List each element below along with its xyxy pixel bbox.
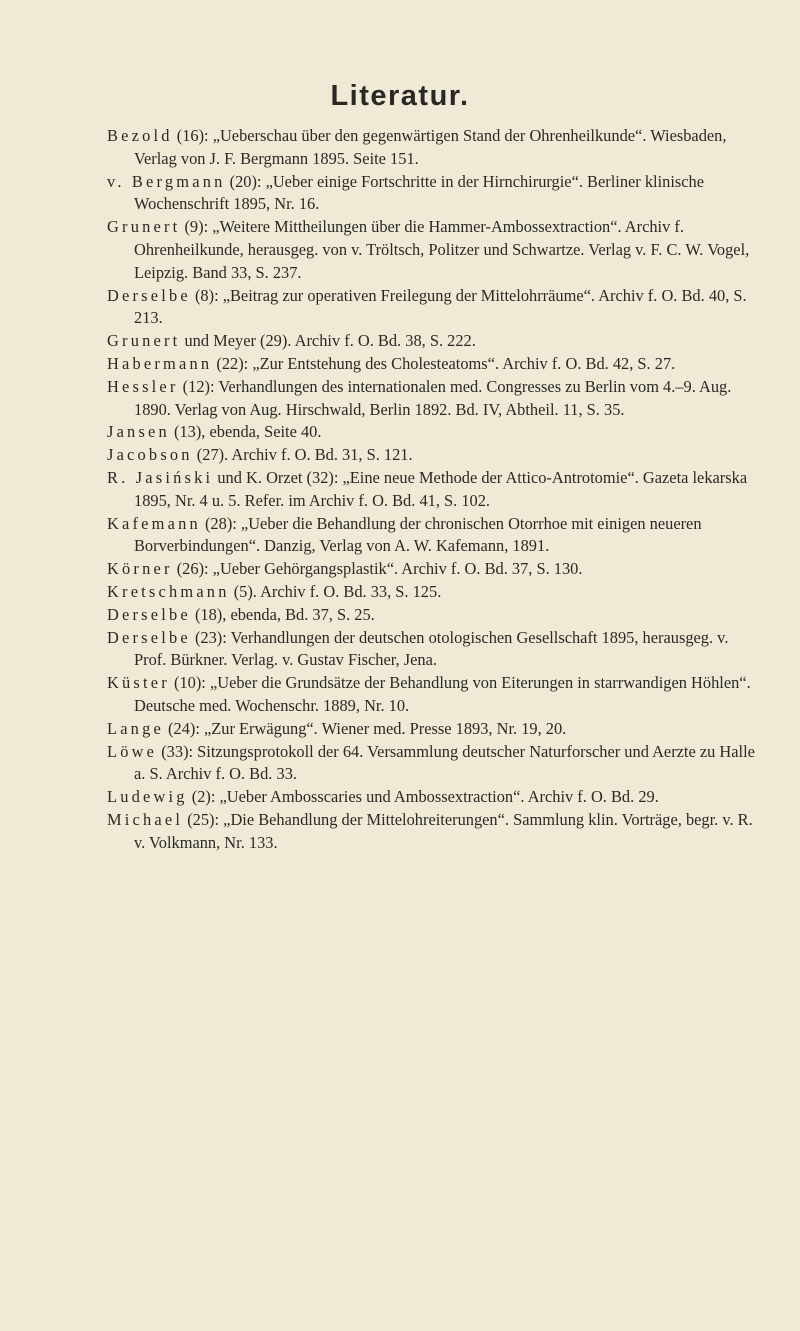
reference-entry	[107, 330, 762, 353]
reference-entry	[107, 216, 762, 284]
reference-author: Bezold	[107, 126, 173, 145]
reference-entry	[107, 421, 762, 444]
reference-text: und Meyer (29). Archiv f. O. Bd. 38, S. 222.	[180, 331, 476, 351]
reference-entry	[107, 125, 762, 171]
reference-text: (18), ebenda, Bd. 37, S. 25.	[190, 604, 375, 624]
reference-author: Ludewig	[107, 787, 188, 807]
reference-entry	[107, 467, 762, 513]
reference-entry	[107, 627, 762, 673]
reference-text: (22): „Zur Entstehung des Cholesteatoms“. Archiv f. O. Bd. 42, S. 27.	[212, 353, 676, 373]
reference-author: Jansen	[107, 422, 170, 442]
reference-entry	[107, 558, 762, 581]
reference-entry	[107, 171, 762, 217]
reference-author: Löwe	[107, 741, 158, 761]
reference-entry	[107, 444, 762, 467]
reference-author: Küster	[107, 673, 170, 693]
page-title: Literatur.	[330, 80, 470, 112]
reference-text: (23): Verhandlungen der deutschen otologischen Gesellschaft 1895, herausgeg. v. Prof. Bürkner. Verlag. v. Gustav Fischer, Jena.	[134, 627, 729, 670]
reference-text: (20): „Ueber einige Fortschritte in der Hirnchirurgie“. Berliner klinische Wochenschrift 1895, Nr. 16.	[134, 171, 705, 214]
reference-author: Derselbe	[107, 604, 191, 624]
reference-text: (2): „Ueber Ambosscaries und Ambossextraction“. Archiv f. O. Bd. 29.	[187, 787, 659, 807]
reference-text: (24): „Zur Erwägung“. Wiener med. Presse 1893, Nr. 19, 20.	[163, 718, 567, 738]
reference-text: (16): „Ueberschau über den gegenwärtigen Stand der Ohrenheilkunde“. Wiesbaden, Verlag von J. F. Bergmann 1895. Seite 151.	[134, 126, 727, 168]
reference-entry	[107, 581, 762, 604]
reference-text: (13), ebenda, Seite 40.	[169, 422, 322, 442]
reference-text: (5). Archiv f. O. Bd. 33, S. 125.	[229, 581, 442, 601]
reference-author: Lange	[107, 718, 164, 738]
reference-author: Jacobson	[107, 445, 193, 465]
reference-text: (28): „Ueber die Behandlung der chronischen Otorrhoe mit einigen neueren Borverbindungen“. Danzig, Verlag von A. W. Kafemann, 1891.	[134, 513, 702, 556]
reference-author: Grunert	[107, 217, 181, 237]
reference-entry	[107, 513, 762, 559]
reference-author: R. Jasiński	[107, 467, 214, 487]
reference-text: (10): „Ueber die Grundsätze der Behandlung von Eiterungen in starrwandigen Höhlen“. Deutsche med. Wochenschr. 1889, Nr. 10.	[134, 673, 751, 715]
reference-text: und K. Orzet (32): „Eine neue Methode der Attico-Antrotomie“. Gazeta lekarska 1895, Nr. 4 u. 5. Refer. im Archiv f. O. Bd. 41, S. 102.	[134, 467, 748, 510]
reference-text: (25): „Die Behandlung der Mittelohreiterungen“. Sammlung klin. Vorträge, begr. v. R. v. Volkmann, Nr. 133.	[134, 809, 753, 852]
reference-entry	[107, 718, 762, 741]
reference-author: Körner	[107, 559, 173, 579]
reference-text: (27). Archiv f. O. Bd. 31, S. 121.	[192, 445, 413, 465]
reference-list	[107, 125, 762, 855]
reference-entry	[107, 672, 762, 718]
reference-entry	[107, 285, 762, 331]
reference-text: (12): Verhandlungen des internationalen med. Congresses zu Berlin vom 4.–9. Aug. 1890. Verlag von Aug. Hirschwald, Berlin 1892. Bd. IV, Abtheil. 11, S. 35.	[134, 376, 732, 419]
reference-author: Derselbe	[107, 627, 191, 647]
reference-author: v. Bergmann	[107, 171, 226, 191]
reference-entry	[107, 353, 762, 376]
reference-author: Michael	[107, 809, 184, 829]
reference-entry	[107, 741, 762, 787]
reference-author: Grunert	[107, 331, 181, 351]
reference-text: (26): „Ueber Gehörgangsplastik“. Archiv f. O. Bd. 37, S. 130.	[172, 559, 583, 579]
reference-entry	[107, 809, 762, 855]
reference-author: Derselbe	[107, 285, 191, 305]
reference-author: Kretschmann	[107, 581, 230, 601]
reference-author: Habermann	[107, 353, 213, 373]
reference-text: (8): „Beitrag zur operativen Freilegung der Mittelohrräume“. Archiv f. O. Bd. 40, S. 213.	[134, 285, 747, 328]
reference-author: Hessler	[107, 376, 179, 396]
reference-entry	[107, 604, 762, 627]
reference-text: (33): Sitzungsprotokoll der 64. Versammlung deutscher Naturforscher und Aerzte zu Halle a. S. Archiv f. O. Bd. 33.	[134, 741, 755, 784]
reference-author: Kafemann	[107, 513, 201, 533]
reference-entry	[107, 786, 762, 809]
reference-text: (9): „Weitere Mittheilungen über die Hammer-Ambossextraction“. Archiv f. Ohrenheilkunde, herausgeg. von v. Tröltsch, Politzer und Schwartze. Verlag v. F. C. W. Vogel, Leipzig. Band 33, S. 237.	[134, 217, 750, 282]
reference-entry	[107, 376, 762, 422]
